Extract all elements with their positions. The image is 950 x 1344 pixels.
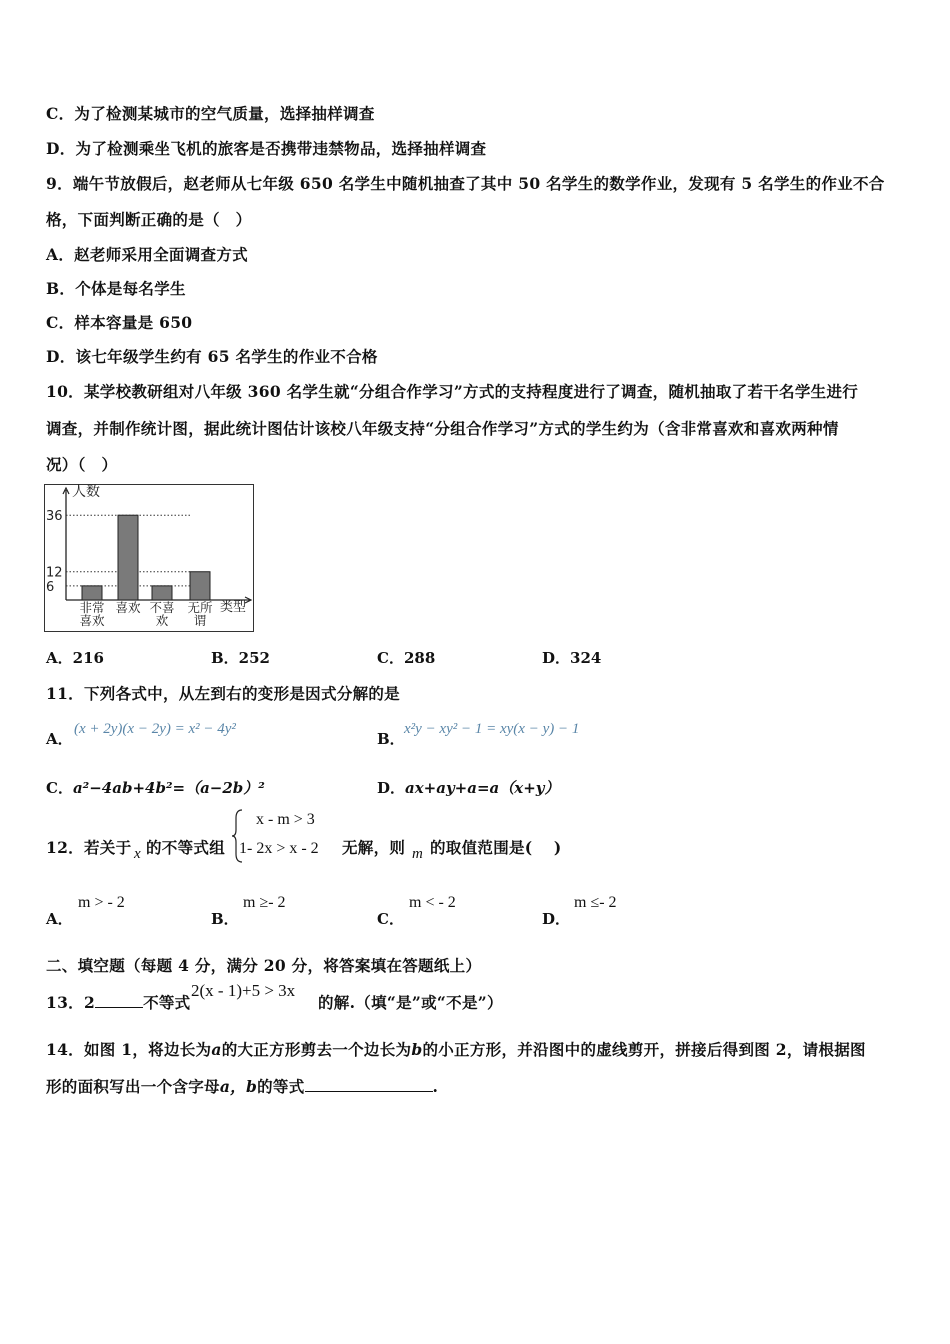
- q12-stem-end: 的取值范围是( ): [430, 838, 562, 857]
- chart-category-label-1-1: 非常: [79, 600, 105, 615]
- q11-option-a-label: A．: [46, 730, 73, 748]
- q14-line2-a: 形的面积写出一个含字母: [46, 1077, 220, 1096]
- q12-option-c-math: m < - 2: [409, 894, 456, 911]
- chart-bar-4: [190, 572, 210, 600]
- q12-inequality-2: 1- 2x > x - 2: [239, 840, 319, 857]
- q11-option-d-label: D．: [377, 779, 406, 797]
- chart-bar-1: [82, 586, 102, 600]
- q14-line1-b: 的大正方形剪去一个边长为: [221, 1040, 412, 1059]
- q10-stem-line2: 调查，并制作统计图，据此统计图估计该校八年级支持“分组合作学习”方式的学生约为（含非常喜欢和喜欢两种情: [46, 419, 839, 438]
- chart-category-label-2-1: 喜欢: [115, 600, 141, 615]
- q11-option-b-label: B．: [377, 730, 405, 748]
- chart-y-label: 人数: [72, 484, 100, 500]
- q14-var-b: b: [411, 1040, 423, 1059]
- chart-category-label-4-2: 谓: [193, 613, 207, 628]
- q11-option-c-label: C．: [46, 779, 73, 797]
- q11-option-b: [377, 728, 405, 749]
- q8-option-c: C．为了检测某城市的空气质量，选择抽样调查: [46, 104, 375, 123]
- q11-option-a-math: (x + 2y)(x − 2y) = x² − 4y²: [74, 721, 236, 737]
- q11-option-c: [46, 777, 265, 798]
- chart-y-tick-12: 12: [46, 565, 63, 581]
- q14-var-a: a: [211, 1040, 222, 1059]
- q11-option-d-math: ax+ay+a=a（x+y）: [405, 779, 560, 797]
- q10-option-a: A．216: [46, 649, 104, 667]
- q10-option-c: C．288: [377, 649, 436, 667]
- q9-option-a: A．赵老师采用全面调查方式: [46, 245, 248, 264]
- q12-stem-post: 无解，则: [342, 838, 406, 857]
- q12-option-a-math: m > - 2: [78, 894, 125, 911]
- chart-x-label: 类型: [220, 600, 247, 615]
- q14-line2: [46, 1075, 438, 1097]
- chart-category-label-3-2: 欢: [155, 613, 169, 628]
- q12-option-b-math: m ≥- 2: [243, 894, 286, 911]
- q11-stem: 11．下列各式中，从左到右的变形是因式分解的是: [46, 684, 400, 703]
- chart-category-label-1-2: 喜欢: [79, 613, 105, 628]
- q12-option-c-label: C．: [377, 910, 404, 928]
- q14-line2-end: .: [432, 1077, 439, 1096]
- q12-option-b-label: B．: [211, 910, 239, 928]
- q10-option-d: D．324: [542, 649, 602, 667]
- q8-option-d: D．为了检测乘坐飞机的旅客是否携带违禁物品，选择抽样调查: [46, 139, 487, 158]
- q10-stem-line3: 况）（ ）: [46, 455, 118, 474]
- q14-line2-vars: a，b: [219, 1077, 258, 1096]
- q11-option-c-math: a²−4ab+4b²=（a−2b）²: [72, 779, 265, 797]
- bar-chart: [44, 484, 254, 632]
- chart-bar-2: [118, 515, 138, 600]
- q9-stem-line2: 格，下面判断正确的是（ ）: [46, 210, 252, 229]
- chart-bar-3: [152, 586, 172, 600]
- q10-stem-line1: 10．某学校教研组对八年级 360 名学生就“分组合作学习”方式的支持程度进行了调查，随机抽取了若干名学生进行: [46, 382, 859, 401]
- chart-category-label-4-1: 无所: [187, 600, 213, 615]
- q10-option-b: B．252: [211, 649, 270, 667]
- q14-answer-blank[interactable]: [305, 1091, 433, 1092]
- q14-line1-a: 14．如图 1，将边长为: [46, 1040, 212, 1059]
- q12-option-a-label: A．: [46, 910, 73, 928]
- q11-option-b-math: x²y − xy² − 1 = xy(x − y) − 1: [404, 721, 580, 737]
- chart-category-label-3-1: 不喜: [149, 600, 175, 615]
- q13-line: [46, 991, 190, 1013]
- q12-var-x: x: [134, 846, 141, 862]
- q11-option-a: [46, 728, 73, 749]
- q9-option-d: D．该七年级学生约有 65 名学生的作业不合格: [46, 347, 378, 366]
- q13-math: 2(x - 1)+5 > 3x: [191, 981, 296, 1000]
- q13-answer-blank[interactable]: [95, 1007, 143, 1008]
- q14-line1: [46, 1038, 866, 1060]
- q13-mid: 不等式: [143, 993, 191, 1012]
- q9-option-c: C．样本容量是 650: [46, 313, 193, 332]
- q12-option-d-math: m ≤- 2: [574, 894, 617, 911]
- q9-stem-line1: 9．端午节放假后，赵老师从七年级 650 名学生中随机抽查了其中 50 名学生的数学作业，发现有 5 名学生的作业不合: [46, 174, 885, 193]
- q14-line2-b: 的等式: [257, 1077, 305, 1096]
- q13-pre: 13．2: [46, 993, 96, 1012]
- q9-option-b: B．个体是每名学生: [46, 279, 186, 298]
- q12-var-m: m: [412, 846, 423, 862]
- section-2-title: 二、填空题（每题 4 分，满分 20 分，将答案填在答题纸上）: [46, 956, 482, 975]
- q12-stem-pre: 12．若关于: [46, 838, 132, 857]
- q12-inequality-1: x - m > 3: [256, 811, 315, 828]
- q11-option-d: [377, 777, 559, 798]
- chart-y-tick-6: 6: [46, 579, 55, 595]
- chart-y-tick-36: 36: [46, 509, 63, 525]
- q12-stem-mid: 的不等式组: [146, 838, 226, 857]
- q13-post: 的解.（填“是”或“不是”）: [318, 993, 503, 1012]
- q12-option-d-label: D．: [542, 910, 571, 928]
- q14-line1-c: 的小正方形，并沿图中的虚线剪开，拼接后得到图 2，请根据图: [422, 1040, 866, 1059]
